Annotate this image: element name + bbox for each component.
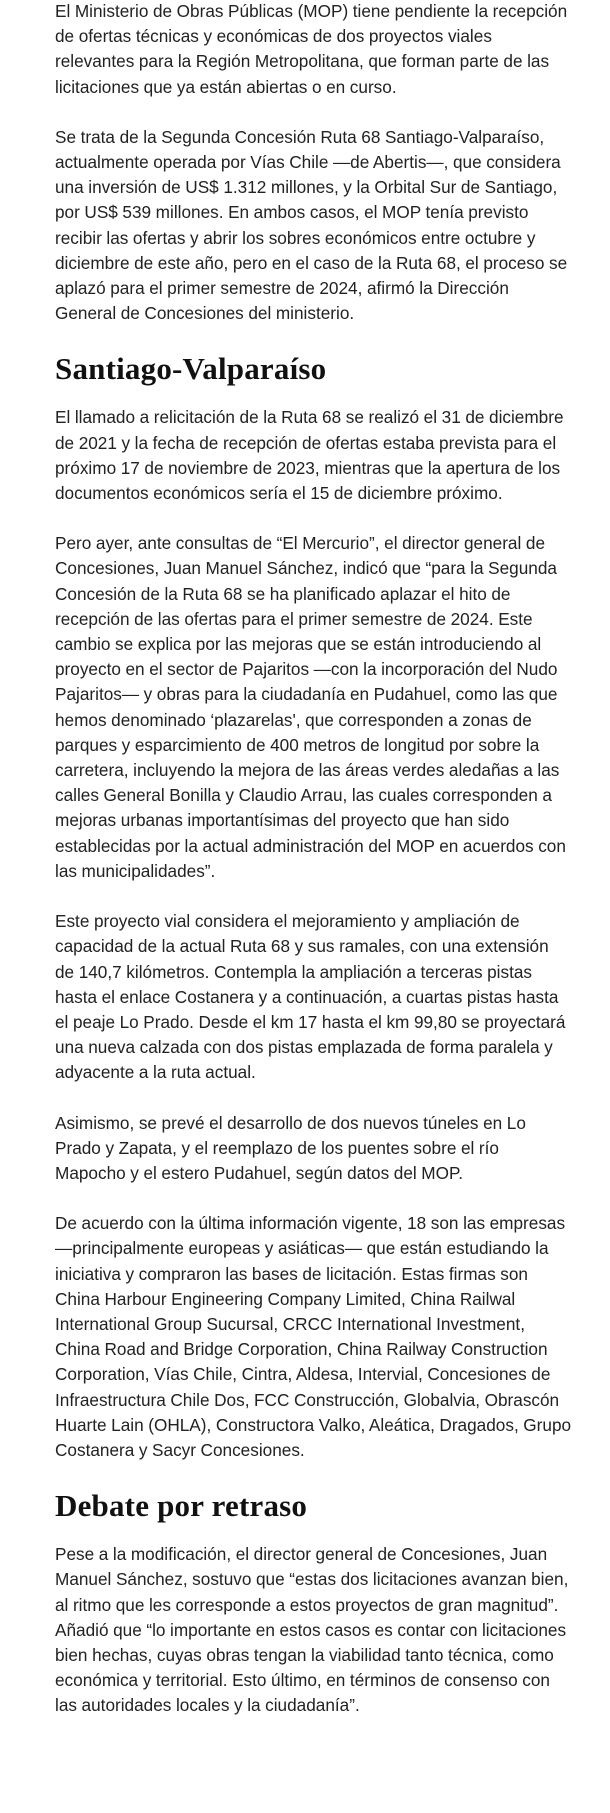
section1-paragraph-4: Asimismo, se prevé el desarrollo de dos nuevos túneles en Lo Prado y Zapata, y el reemplazo de los puentes sobre el río Mapocho y el estero Pudahuel, según datos del MOP. — [55, 1112, 526, 1183]
section-heading-santiago-valparaiso: Santiago-Valparaíso — [55, 351, 327, 387]
section1-paragraph-3: Este proyecto vial considera el mejoramiento y ampliación de capacidad de la actual Ruta 68 y sus ramales, con una extensión de 140,7 kilómetros. Contempla la ampliación a terceras pistas hasta el enlace Costanera y a continuación, a cuartas pistas hasta el peaje Lo Prado. Desde el km 17 hasta el km 99,80 se proyectará una nueva calzada con dos pistas emplazada de forma paralela y adyacente a la ruta actual. — [55, 911, 566, 1083]
section1-paragraph-5: De acuerdo con la última información vigente, 18 son las empresas —principalmente europeas y asiáticas— que están estudiando la iniciativa y compraron las bases de licitación. Estas firmas son China Harbour Engineering Company Limited, China Railwal International Group Sucursal, CRCC International Investment, China Road and Bridge Corporation, China Railway Construction Corporation, Vías Chile, Cintra, Aldesa, Intervial, Concesiones de Infraestructura Chile Dos, FCC Construcción, Globalvia, Obrascón Huarte Lain (OHLA), Constructora Valko, Aleática, Dragados, Grupo Costanera y Sacyr Concesiones. — [55, 1213, 572, 1460]
intro-paragraph-2: Se trata de la Segunda Concesión Ruta 68 Santiago-Valparaíso, actualmente operada por Vías Chile —de Abertis—, que considera una inversión de US$ 1.312 millones, y la Orbital Sur de Santiago, por US$ 539 millones. En ambos casos, el MOP tenía previsto recibir las ofertas y abrir los sobres económicos entre octubre y diciembre de este año, pero en el caso de la Ruta 68, el proceso se aplazó para el primer semestre de 2024, afirmó la Dirección General de Concesiones del ministerio. — [55, 126, 568, 324]
section-heading-debate-por-retraso: Debate por retraso — [55, 1488, 308, 1524]
intro-paragraph-1: El Ministerio de Obras Públicas (MOP) tiene pendiente la recepción de ofertas técnicas y económicas de dos proyectos viales relevantes para la Región Metropolitana, que forman parte de las licitaciones que ya están abiertas o en curso. — [55, 1, 568, 97]
section1-paragraph-1: El llamado a relicitación de la Ruta 68 se realizó el 31 de diciembre de 2021 y la fecha de recepción de ofertas estaba prevista para el próximo 17 de noviembre de 2023, mientras que la apertura de los documentos económicos sería el 15 de diciembre próximo. — [55, 407, 564, 504]
section2-paragraph-1: Pese a la modificación, el director general de Concesiones, Juan Manuel Sánchez, sostuvo que “estas dos licitaciones avanzan bien, al ritmo que les corresponde a estos proyectos de gran magnitud”. Añadió que “lo importante en estos casos es contar con licitaciones bien hechas, cuyas obras tengan la viabilidad tanto técnica, como económica y territorial. Esto último, en términos de consenso con las autoridades locales y la ciudadanía”. — [55, 1544, 569, 1716]
section1-paragraph-2: Pero ayer, ante consultas de “El Mercurio”, el director general de Concesiones, Juan Manuel Sánchez, indicó que “para la Segunda Concesión de la Ruta 68 se ha planificado aplazar el hito de recepción de las ofertas para el primer semestre de 2024. Este cambio se explica por las mejoras que se están introduciendo al proyecto en el sector de Pajaritos —con la incorporación del Nudo Pajaritos— y obras para la ciudadanía en Pudahuel, como las que hemos denominado ‘plazarelas', que corresponden a zonas de parques y esparcimiento de 400 metros de longitud por sobre la carretera, incluyendo la mejora de las áreas verdes aledañas a las calles General Bonilla y Claudio Arrau, las cuales corresponden a mejoras urbanas importantísimas del proyecto que han sido establecidas por la actual administración del MOP en acuerdos con las municipalidades”. — [55, 533, 566, 881]
